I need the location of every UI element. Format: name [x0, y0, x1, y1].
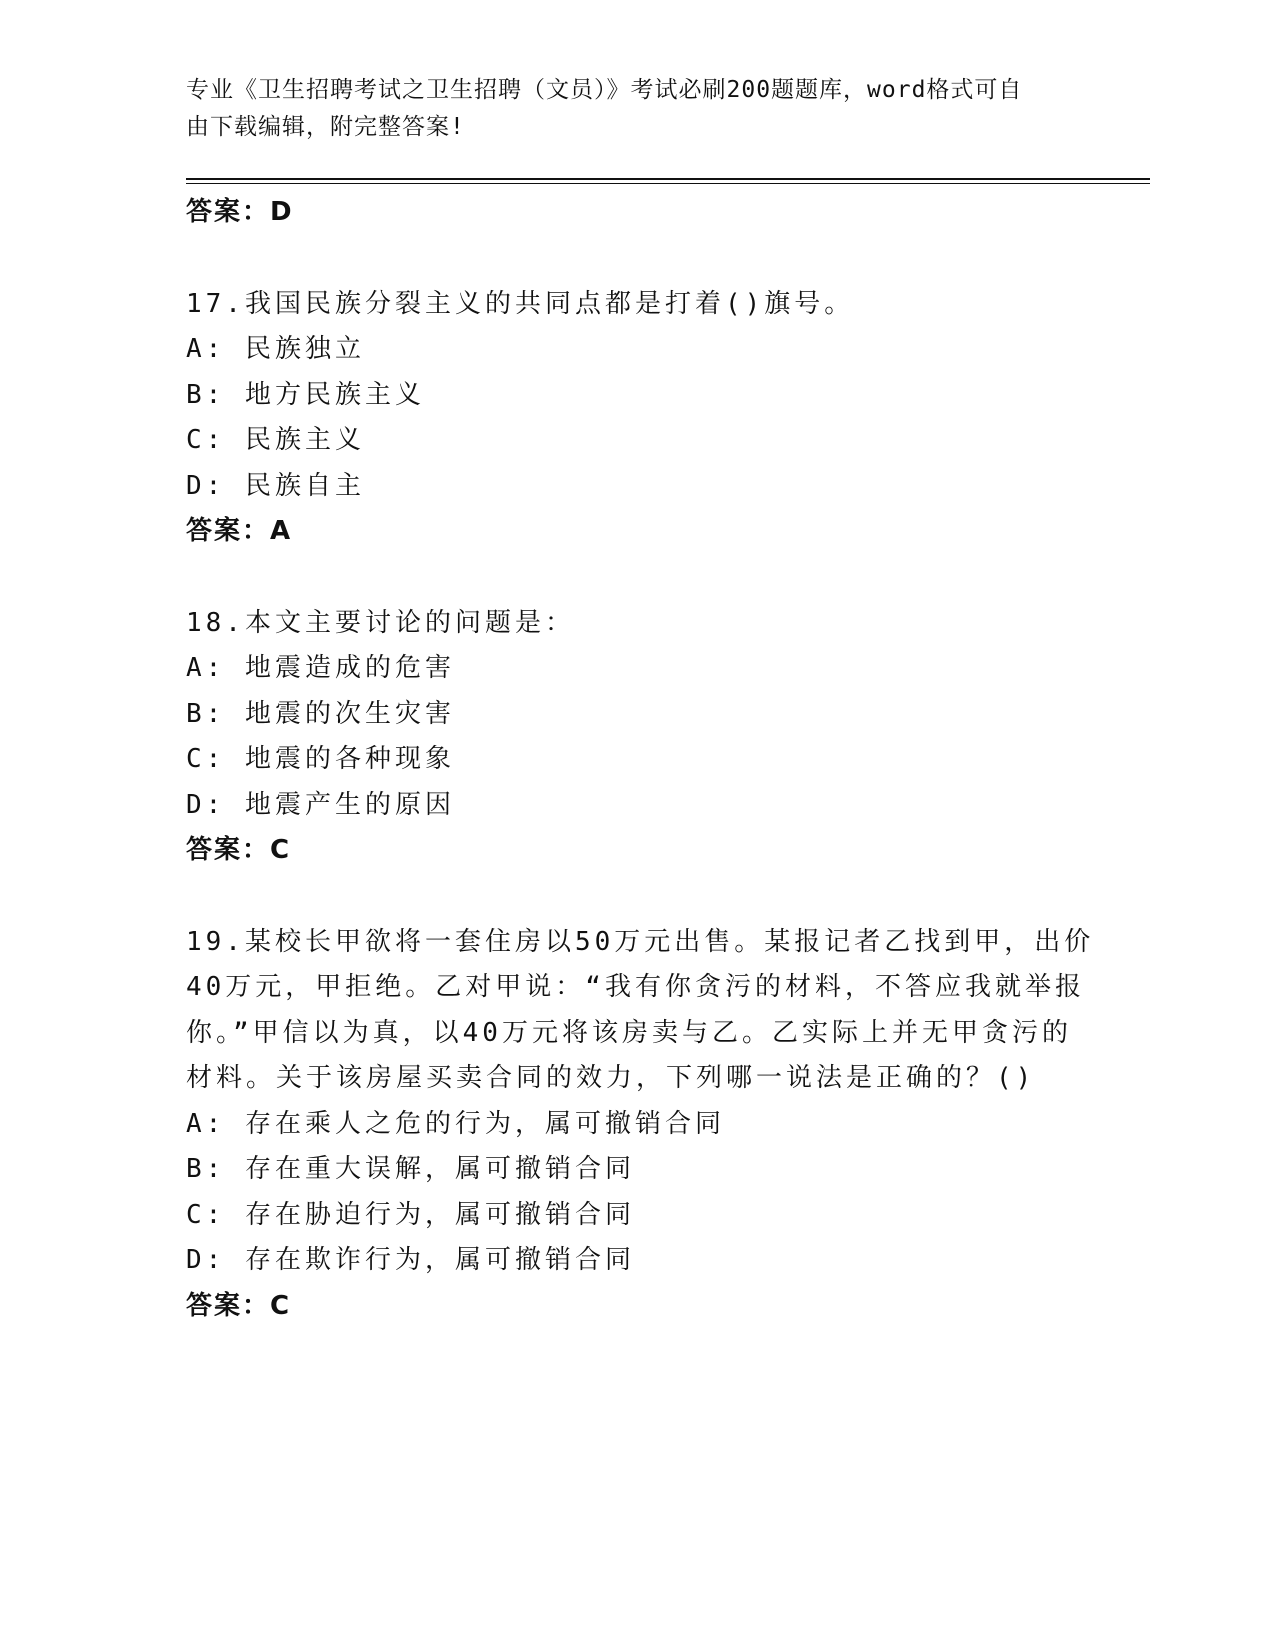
- option-d: D: 地震产生的原因: [186, 789, 455, 820]
- header-line-2: 由下载编辑，附完整答案!: [186, 114, 465, 140]
- option-c: C: 民族主义: [186, 425, 365, 455]
- question-stem-line-2: 40万元，甲拒绝。乙对甲说：“我有你贪污的材料，不答应我就举报: [186, 972, 1085, 1002]
- option-c: C: 地震的各种现象: [186, 744, 455, 774]
- question-stem-line-3: 你。”甲信以为真，以40万元将该房卖与乙。乙实际上并无甲贪污的: [186, 1017, 1072, 1048]
- question-18: [186, 601, 1066, 874]
- option-d: D: 存在欺诈行为，属可撤销合同: [186, 1245, 635, 1275]
- question-stem-line-1: 19.某校长甲欲将一套住房以50万元出售。某报记者乙找到甲，出价: [186, 926, 1095, 957]
- answer: 答案：C: [186, 835, 292, 865]
- option-b: B: 地震的次生灾害: [186, 698, 455, 729]
- question-stem-line-4: 材料。关于该房屋买卖合同的效力，下列哪一说法是正确的？(): [186, 1063, 1036, 1093]
- answer: 答案：A: [186, 516, 293, 546]
- previous-answer: 答案：D: [186, 197, 294, 227]
- option-b: B: 地方民族主义: [186, 379, 425, 410]
- option-d: D: 民族自主: [186, 470, 365, 501]
- question-19: [186, 920, 1095, 1330]
- header-line-1: 专业《卫生招聘考试之卫生招聘（文员）》考试必刷200题题库，word格式可自: [186, 77, 1023, 103]
- spacer: [186, 555, 1066, 601]
- document-header: [186, 72, 1066, 146]
- header-rule-thin: [186, 183, 1150, 184]
- question-17: [186, 282, 1066, 555]
- spacer: [186, 874, 1066, 920]
- option-a: A: 民族独立: [186, 334, 365, 364]
- option-c: C: 存在胁迫行为，属可撤销合同: [186, 1199, 635, 1230]
- question-stem: 18.本文主要讨论的问题是：: [186, 607, 575, 638]
- header-rule-thick: [186, 178, 1150, 180]
- document-body: [186, 190, 1095, 1329]
- option-a: A: 存在乘人之危的行为，属可撤销合同: [186, 1108, 725, 1139]
- option-a: A: 地震造成的危害: [186, 653, 455, 683]
- option-b: B: 存在重大误解，属可撤销合同: [186, 1154, 635, 1184]
- question-stem: 17.我国民族分裂主义的共同点都是打着()旗号。: [186, 288, 855, 319]
- spacer: [186, 236, 1066, 282]
- answer: 答案：C: [186, 1290, 292, 1321]
